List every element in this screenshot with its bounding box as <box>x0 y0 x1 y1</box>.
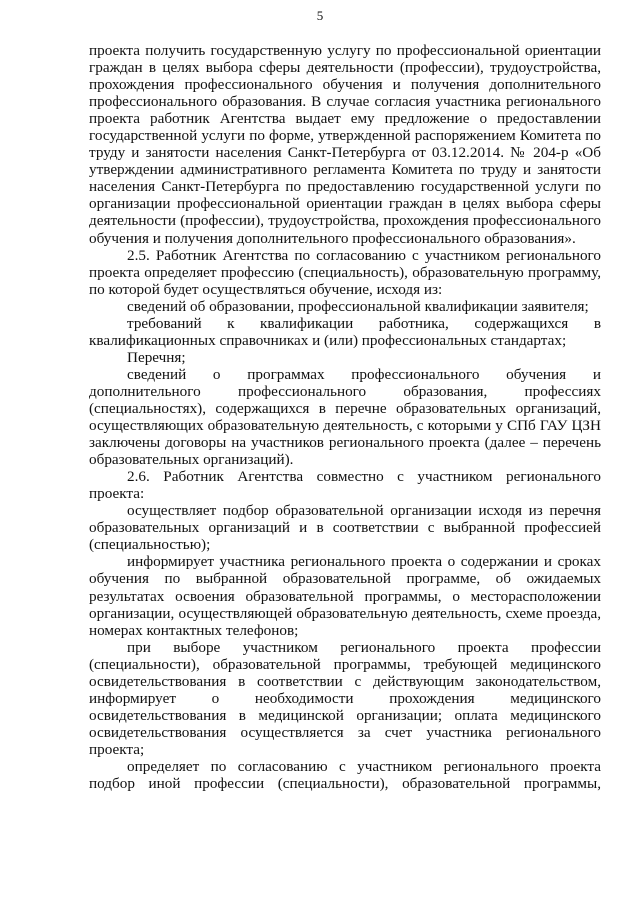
paragraph: 2.5. Работник Агентства по согласованию с участником регионального проекта определяет профессию (специальность), образовательную программу, по которой будет осуществляться обучение, исходя из: <box>89 246 601 298</box>
paragraph: сведений о программах профессионального обучения и дополнительного профессионального образования, профессиях (специальностях), содержащихся в перечне образовательных организаций, осуществляющих образовательную деятельность, с которыми у СПб ГАУ ЦЗН заключены договоры на участников регионального проекта (далее – перечень образовательных организаций). <box>89 365 601 469</box>
paragraph: определяет по согласованию с участником регионального проекта подбор иной профессии (специальности), образовательной программы, <box>89 757 601 793</box>
paragraph: проекта получить государственную услугу по профессиональной ориентации граждан в целях выбора сферы деятельности (профессии), трудоустройства, прохождения профессионального обучения и получения дополнительного профессионального образования. В случае согласия участника регионального проекта работник Агентства выдает ему предложение о предоставлении государственной услуги по форме, утвержденной распоряжением Комитета по труду и занятости населения Санкт-Петербурга от 03.12.2014. № 204-р «Об утверждении административного регламента Комитета по труду и занятости населения Санкт-Петербурга по предоставлению государственной услуги по организации профессиональной ориентации граждан в целях выбора сферы деятельности (профессии), трудоустройства, прохождения профессионального обучения и получения дополнительного профессионального образования». <box>89 42 601 247</box>
page-number: 5 <box>316 8 324 23</box>
paragraph: требований к квалификации работника, содержащихся в квалификационных справочниках и (или) профессиональных стандартах; <box>89 314 601 349</box>
paragraph: осуществляет подбор образовательной организации исходя из перечня образовательных организаций и в соответствии с выбранной профессией (специальностью); <box>89 502 601 554</box>
paragraph: Перечня; <box>127 348 186 366</box>
paragraph: при выборе участником регионального проекта профессии (специальности), образовательной программы, требующей медицинского освидетельствования в соответствии с действующим законодательством, информирует о необходимости прохождения медицинского освидетельствования в медицинской организации; оплата медицинского освидетельствования осуществляется за счет участника регионального проекта; <box>89 638 601 758</box>
paragraph: 2.6. Работник Агентства совместно с участником регионального проекта: <box>89 468 601 503</box>
paragraph: информирует участника регионального проекта о содержании и сроках обучения по выбранной образовательной программе, об ожидаемых результатах освоения образовательной программы, о месторасположении организации, осуществляющей образовательную деятельность, схеме проезда, номерах контактных телефонов; <box>89 553 601 639</box>
document-body <box>89 42 601 792</box>
paragraph: сведений об образовании, профессиональной квалификации заявителя; <box>127 297 589 315</box>
